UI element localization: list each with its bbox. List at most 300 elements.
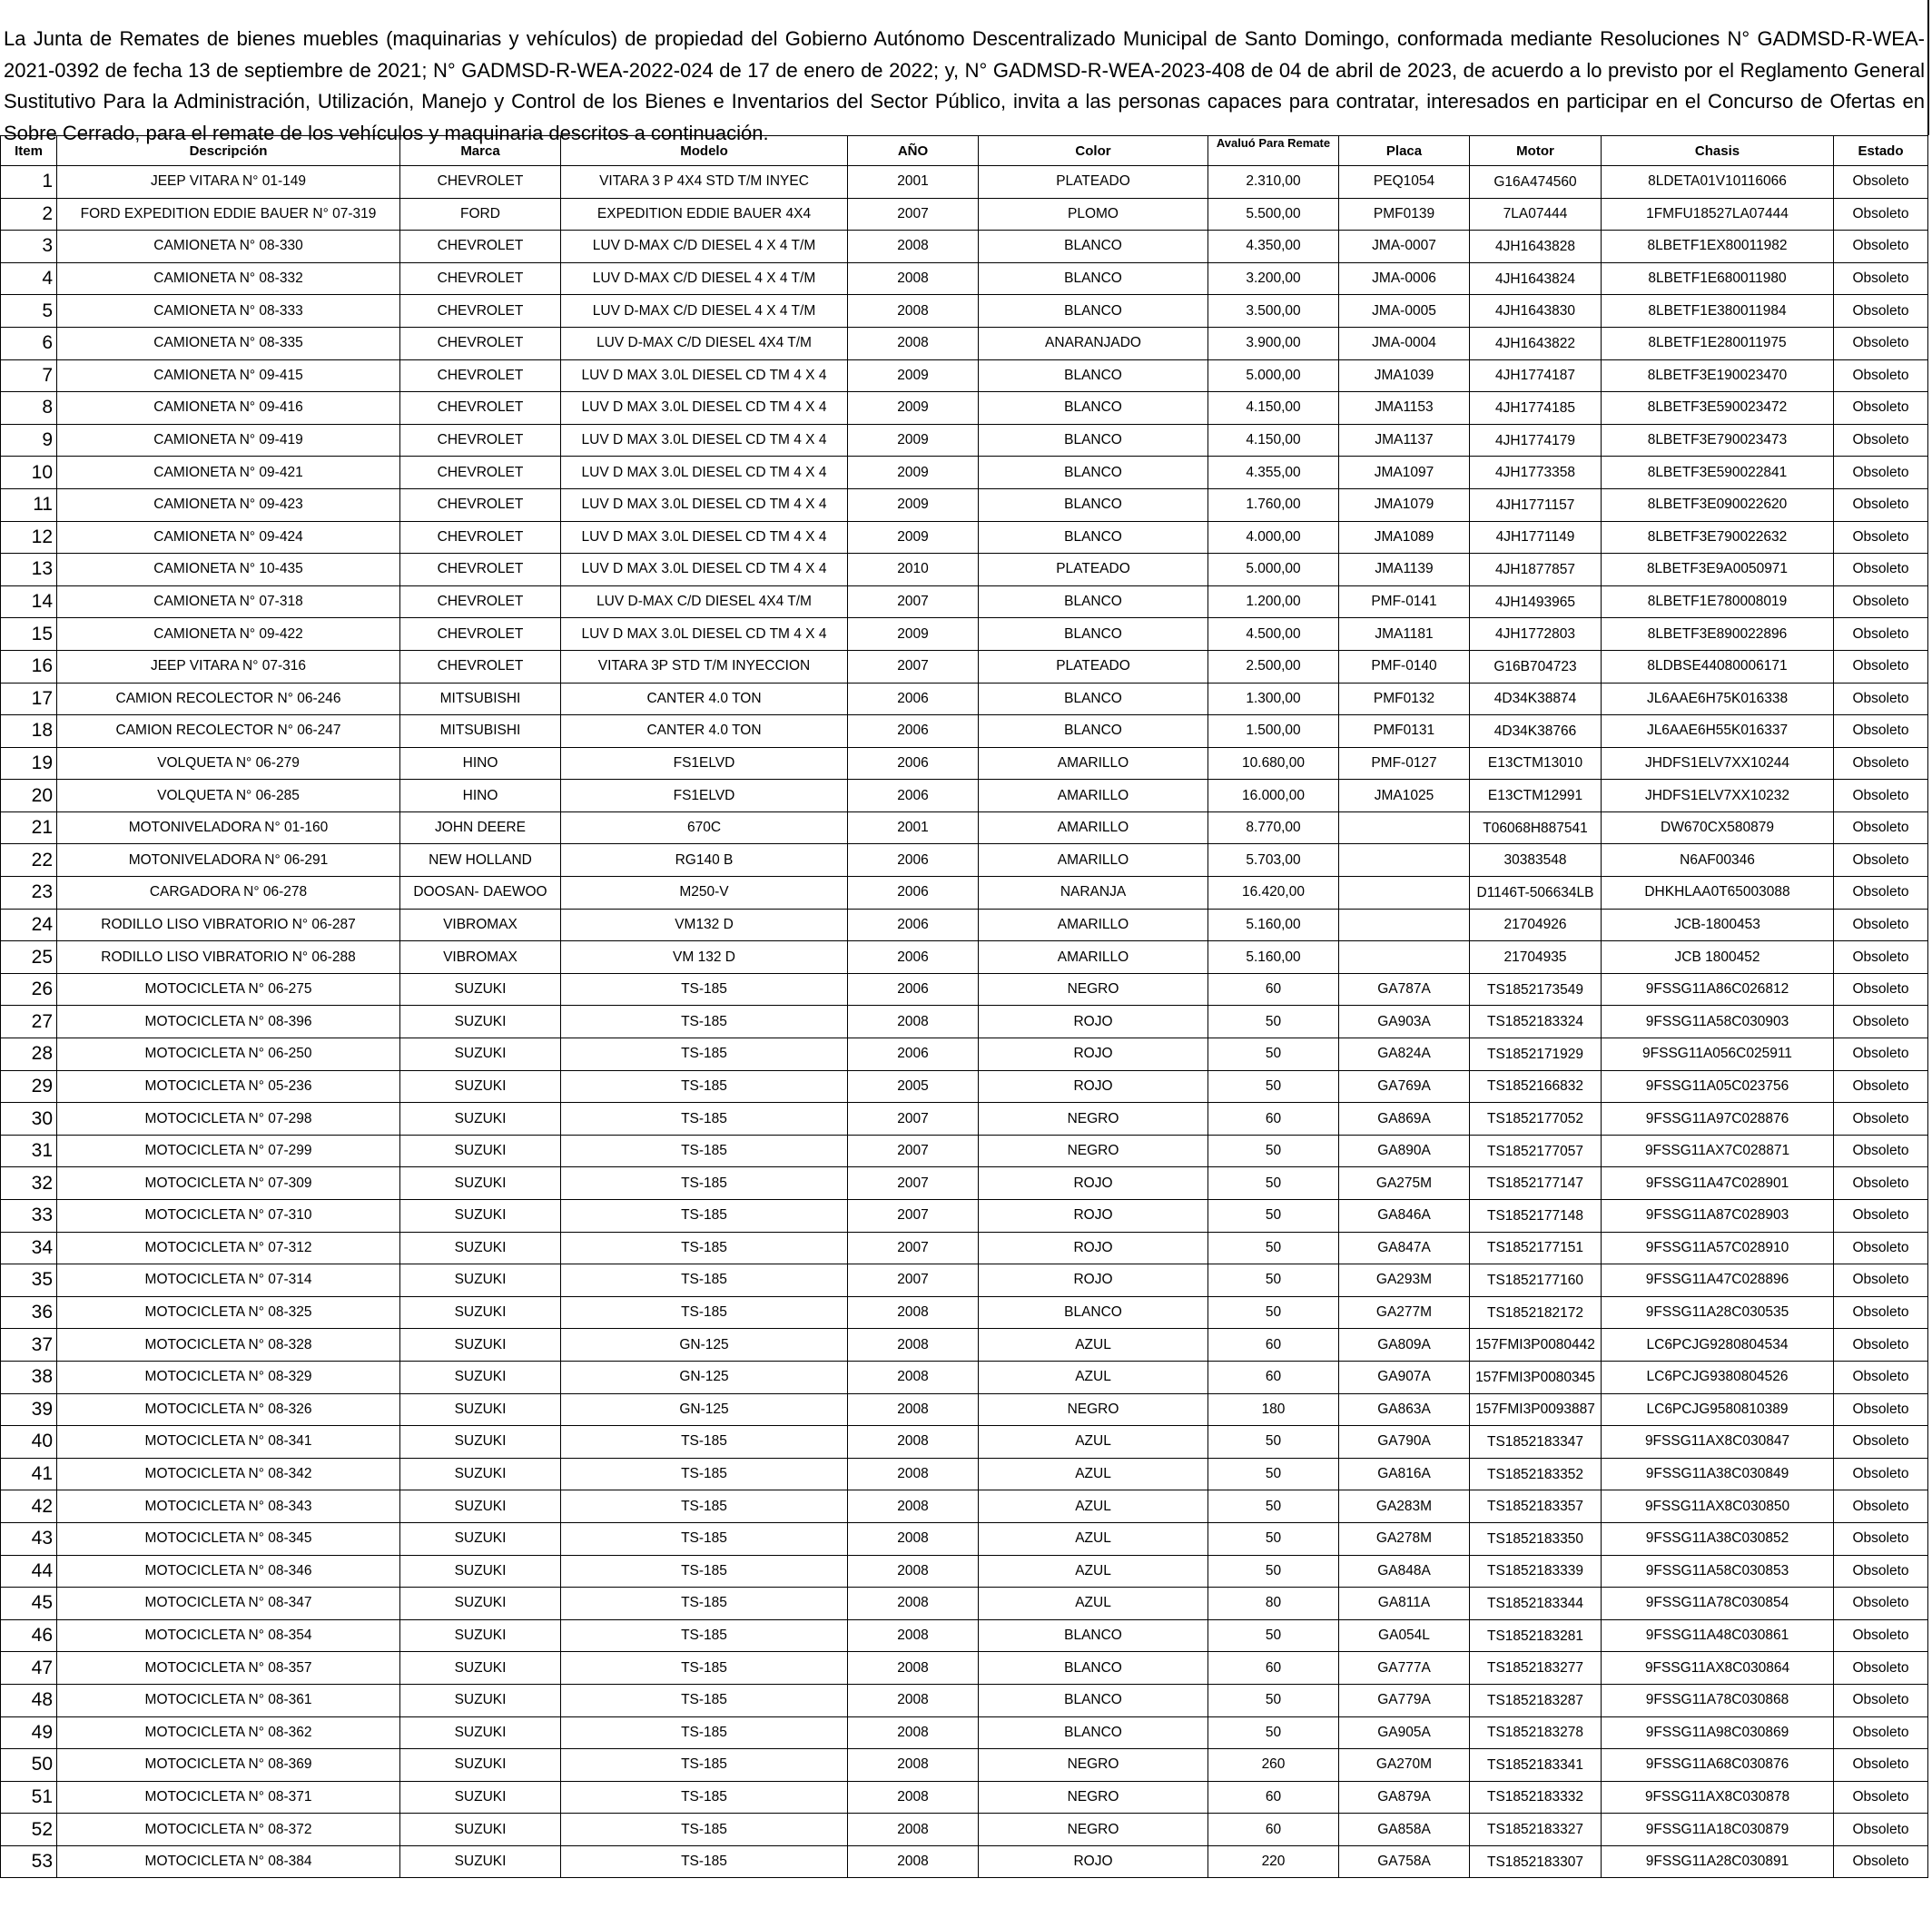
cell-descripcion: MOTOCICLETA N° 06-250 — [57, 1038, 400, 1071]
table-row — [1, 747, 1928, 780]
cell-chasis: LC6PCJG9280804534 — [1602, 1329, 1834, 1362]
cell-descripcion: RODILLO LISO VIBRATORIO N° 06-288 — [57, 941, 400, 974]
cell-placa: GA903A — [1339, 1006, 1470, 1038]
cell-modelo: LUV D-MAX C/D DIESEL 4X4 T/M — [561, 327, 848, 359]
col-header-chasis: Chasis — [1602, 136, 1834, 166]
cell-color: BLANCO — [979, 359, 1208, 392]
cell-modelo: TS-185 — [561, 1458, 848, 1490]
cell-item: 26 — [1, 973, 57, 1006]
cell-marca: SUZUKI — [400, 1232, 561, 1264]
table-row — [1, 1684, 1928, 1716]
cell-estado: Obsoleto — [1834, 1588, 1928, 1620]
cell-color: ROJO — [979, 1200, 1208, 1233]
table-row — [1, 941, 1928, 974]
cell-estado: Obsoleto — [1834, 618, 1928, 651]
col-header-placa: Placa — [1339, 136, 1470, 166]
cell-marca: HINO — [400, 747, 561, 780]
cell-placa: GA816A — [1339, 1458, 1470, 1490]
cell-marca: SUZUKI — [400, 1458, 561, 1490]
cell-placa: JMA1139 — [1339, 554, 1470, 586]
cell-motor: 4JH1643824 — [1470, 262, 1602, 295]
cell-modelo: M250-V — [561, 877, 848, 910]
cell-placa: PMF-0140 — [1339, 650, 1470, 683]
cell-descripcion: MOTOCICLETA N° 08-342 — [57, 1458, 400, 1490]
cell-descripcion: MOTOCICLETA N° 07-310 — [57, 1200, 400, 1233]
cell-motor: TS1852182172 — [1470, 1296, 1602, 1329]
cell-avaluo: 4.350,00 — [1208, 231, 1339, 263]
cell-anio: 2006 — [848, 683, 979, 715]
cell-placa: JMA1039 — [1339, 359, 1470, 392]
cell-descripcion: CAMIONETA N° 08-330 — [57, 231, 400, 263]
col-header-item: Item — [1, 136, 57, 166]
cell-chasis: 8LBETF3E9A0050971 — [1602, 554, 1834, 586]
table-row — [1, 231, 1928, 263]
cell-placa: PMF0131 — [1339, 715, 1470, 748]
cell-chasis: 9FSSG11A68C030876 — [1602, 1749, 1834, 1782]
cell-estado: Obsoleto — [1834, 811, 1928, 844]
cell-descripcion: CAMIONETA N° 09-416 — [57, 392, 400, 425]
cell-item: 9 — [1, 424, 57, 457]
cell-marca: VIBROMAX — [400, 941, 561, 974]
cell-modelo: TS-185 — [561, 1490, 848, 1523]
table-row — [1, 1652, 1928, 1685]
col-header-color: Color — [979, 136, 1208, 166]
cell-chasis: LC6PCJG9380804526 — [1602, 1361, 1834, 1393]
table-row — [1, 554, 1928, 586]
cell-anio: 2009 — [848, 392, 979, 425]
cell-descripcion: RODILLO LISO VIBRATORIO N° 06-287 — [57, 909, 400, 941]
cell-motor: TS1852166832 — [1470, 1070, 1602, 1103]
cell-chasis: 9FSSG11A47C028901 — [1602, 1167, 1834, 1200]
cell-anio: 2006 — [848, 1038, 979, 1071]
cell-estado: Obsoleto — [1834, 231, 1928, 263]
cell-motor: 21704935 — [1470, 941, 1602, 974]
cell-item: 43 — [1, 1522, 57, 1555]
cell-chasis: 1FMFU18527LA07444 — [1602, 198, 1834, 231]
cell-placa: GA809A — [1339, 1329, 1470, 1362]
cell-modelo: TS-185 — [561, 1652, 848, 1685]
cell-estado: Obsoleto — [1834, 1458, 1928, 1490]
cell-placa — [1339, 877, 1470, 910]
cell-item: 45 — [1, 1588, 57, 1620]
cell-anio: 2006 — [848, 973, 979, 1006]
cell-estado: Obsoleto — [1834, 650, 1928, 683]
cell-estado: Obsoleto — [1834, 844, 1928, 877]
cell-anio: 2007 — [848, 1232, 979, 1264]
cell-avaluo: 8.770,00 — [1208, 811, 1339, 844]
cell-chasis: 9FSSG11A98C030869 — [1602, 1716, 1834, 1749]
cell-marca: HINO — [400, 780, 561, 812]
cell-motor: 21704926 — [1470, 909, 1602, 941]
cell-motor: G16B704723 — [1470, 650, 1602, 683]
cell-descripcion: MOTOCICLETA N° 07-314 — [57, 1264, 400, 1297]
cell-estado: Obsoleto — [1834, 1393, 1928, 1426]
cell-descripcion: CAMION RECOLECTOR N° 06-246 — [57, 683, 400, 715]
cell-descripcion: MOTOCICLETA N° 08-345 — [57, 1522, 400, 1555]
cell-marca: SUZUKI — [400, 973, 561, 1006]
cell-modelo: VITARA 3P STD T/M INYECCION — [561, 650, 848, 683]
cell-descripcion: MOTOCICLETA N° 08-354 — [57, 1619, 400, 1652]
cell-modelo: LUV D MAX 3.0L DIESEL CD TM 4 X 4 — [561, 554, 848, 586]
cell-placa: JMA-0005 — [1339, 295, 1470, 328]
cell-color: AZUL — [979, 1490, 1208, 1523]
cell-anio: 2005 — [848, 1070, 979, 1103]
cell-item: 48 — [1, 1684, 57, 1716]
cell-motor: TS1852177147 — [1470, 1167, 1602, 1200]
cell-motor: 4JH1493965 — [1470, 585, 1602, 618]
cell-avaluo: 60 — [1208, 1781, 1339, 1814]
cell-descripcion: MOTOCICLETA N° 08-362 — [57, 1716, 400, 1749]
cell-modelo: GN-125 — [561, 1329, 848, 1362]
cell-item: 44 — [1, 1555, 57, 1588]
cell-item: 25 — [1, 941, 57, 974]
cell-avaluo: 60 — [1208, 973, 1339, 1006]
cell-marca: DOOSAN- DAEWOO — [400, 877, 561, 910]
cell-avaluo: 60 — [1208, 1329, 1339, 1362]
cell-modelo: LUV D MAX 3.0L DIESEL CD TM 4 X 4 — [561, 618, 848, 651]
cell-color: BLANCO — [979, 262, 1208, 295]
cell-color: AZUL — [979, 1588, 1208, 1620]
cell-marca: FORD — [400, 198, 561, 231]
cell-descripcion: MOTOCICLETA N° 08-343 — [57, 1490, 400, 1523]
cell-chasis: 9FSSG11A87C028903 — [1602, 1200, 1834, 1233]
cell-estado: Obsoleto — [1834, 166, 1928, 199]
cell-color: AZUL — [979, 1361, 1208, 1393]
cell-color: ROJO — [979, 1232, 1208, 1264]
cell-motor: 4JH1772803 — [1470, 618, 1602, 651]
cell-estado: Obsoleto — [1834, 1103, 1928, 1136]
cell-modelo: LUV D-MAX C/D DIESEL 4 X 4 T/M — [561, 231, 848, 263]
cell-estado: Obsoleto — [1834, 392, 1928, 425]
cell-item: 35 — [1, 1264, 57, 1297]
cell-item: 13 — [1, 554, 57, 586]
cell-placa: JMA1025 — [1339, 780, 1470, 812]
table-row — [1, 1167, 1928, 1200]
cell-estado: Obsoleto — [1834, 1006, 1928, 1038]
cell-chasis: 9FSSG11AX7C028871 — [1602, 1135, 1834, 1167]
cell-avaluo: 3.900,00 — [1208, 327, 1339, 359]
cell-motor: TS1852183344 — [1470, 1588, 1602, 1620]
cell-placa: GA777A — [1339, 1652, 1470, 1685]
cell-chasis: 9FSSG11AX8C030878 — [1602, 1781, 1834, 1814]
cell-modelo: TS-185 — [561, 1070, 848, 1103]
cell-item: 36 — [1, 1296, 57, 1329]
cell-modelo: LUV D MAX 3.0L DIESEL CD TM 4 X 4 — [561, 392, 848, 425]
cell-avaluo: 5.160,00 — [1208, 941, 1339, 974]
cell-descripcion: MOTOCICLETA N° 08-341 — [57, 1426, 400, 1459]
cell-descripcion: CAMIONETA N° 09-421 — [57, 457, 400, 489]
cell-marca: JOHN DEERE — [400, 811, 561, 844]
cell-estado: Obsoleto — [1834, 1135, 1928, 1167]
cell-modelo: RG140 B — [561, 844, 848, 877]
cell-color: BLANCO — [979, 457, 1208, 489]
cell-chasis: N6AF00346 — [1602, 844, 1834, 877]
cell-placa: PEQ1054 — [1339, 166, 1470, 199]
cell-avaluo: 50 — [1208, 1070, 1339, 1103]
table-row — [1, 909, 1928, 941]
cell-marca: CHEVROLET — [400, 327, 561, 359]
cell-descripcion: VOLQUETA N° 06-285 — [57, 780, 400, 812]
cell-item: 4 — [1, 262, 57, 295]
cell-estado: Obsoleto — [1834, 424, 1928, 457]
cell-avaluo: 60 — [1208, 1103, 1339, 1136]
cell-color: BLANCO — [979, 392, 1208, 425]
cell-anio: 2007 — [848, 1200, 979, 1233]
cell-estado: Obsoleto — [1834, 1619, 1928, 1652]
cell-modelo: TS-185 — [561, 1103, 848, 1136]
cell-placa: GA847A — [1339, 1232, 1470, 1264]
cell-avaluo: 1.300,00 — [1208, 683, 1339, 715]
cell-anio: 2007 — [848, 585, 979, 618]
cell-estado: Obsoleto — [1834, 1684, 1928, 1716]
cell-modelo: TS-185 — [561, 1588, 848, 1620]
cell-item: 23 — [1, 877, 57, 910]
cell-descripcion: CAMION RECOLECTOR N° 06-247 — [57, 715, 400, 748]
cell-estado: Obsoleto — [1834, 521, 1928, 554]
cell-placa: JMA1089 — [1339, 521, 1470, 554]
cell-avaluo: 50 — [1208, 1200, 1339, 1233]
cell-color: AMARILLO — [979, 780, 1208, 812]
cell-motor: TS1852183352 — [1470, 1458, 1602, 1490]
cell-estado: Obsoleto — [1834, 877, 1928, 910]
cell-item: 29 — [1, 1070, 57, 1103]
cell-anio: 2007 — [848, 1264, 979, 1297]
cell-motor: TS1852183327 — [1470, 1814, 1602, 1846]
cell-avaluo: 5.000,00 — [1208, 359, 1339, 392]
table-row — [1, 1588, 1928, 1620]
cell-descripcion: CARGADORA N° 06-278 — [57, 877, 400, 910]
cell-marca: CHEVROLET — [400, 521, 561, 554]
cell-placa: JMA1097 — [1339, 457, 1470, 489]
cell-modelo: LUV D MAX 3.0L DIESEL CD TM 4 X 4 — [561, 488, 848, 521]
cell-chasis: 9FSSG11A48C030861 — [1602, 1619, 1834, 1652]
cell-chasis: JHDFS1ELV7XX10244 — [1602, 747, 1834, 780]
cell-item: 52 — [1, 1814, 57, 1846]
cell-chasis: 8LDBSE44080006171 — [1602, 650, 1834, 683]
cell-placa: GA863A — [1339, 1393, 1470, 1426]
cell-marca: SUZUKI — [400, 1522, 561, 1555]
cell-motor: 4D34K38874 — [1470, 683, 1602, 715]
cell-modelo: TS-185 — [561, 1006, 848, 1038]
cell-motor: G16A474560 — [1470, 166, 1602, 199]
cell-motor: TS1852183332 — [1470, 1781, 1602, 1814]
cell-avaluo: 50 — [1208, 1426, 1339, 1459]
cell-item: 5 — [1, 295, 57, 328]
table-row — [1, 1749, 1928, 1782]
cell-placa: GA790A — [1339, 1426, 1470, 1459]
table-row — [1, 488, 1928, 521]
cell-estado: Obsoleto — [1834, 1426, 1928, 1459]
cell-avaluo: 1.760,00 — [1208, 488, 1339, 521]
cell-chasis: 8LBETF3E790023473 — [1602, 424, 1834, 457]
table-row — [1, 1264, 1928, 1297]
cell-marca: SUZUKI — [400, 1006, 561, 1038]
cell-placa: PMF0139 — [1339, 198, 1470, 231]
cell-anio: 2008 — [848, 1490, 979, 1523]
cell-estado: Obsoleto — [1834, 1329, 1928, 1362]
cell-avaluo: 50 — [1208, 1296, 1339, 1329]
cell-placa — [1339, 811, 1470, 844]
cell-anio: 2008 — [848, 327, 979, 359]
cell-estado: Obsoleto — [1834, 327, 1928, 359]
cell-chasis: JL6AAE6H55K016337 — [1602, 715, 1834, 748]
cell-placa: GA277M — [1339, 1296, 1470, 1329]
table-row — [1, 1135, 1928, 1167]
cell-item: 49 — [1, 1716, 57, 1749]
cell-color: NEGRO — [979, 1135, 1208, 1167]
cell-anio: 2007 — [848, 198, 979, 231]
table-row — [1, 1329, 1928, 1362]
cell-color: BLANCO — [979, 424, 1208, 457]
cell-item: 22 — [1, 844, 57, 877]
cell-descripcion: MOTOCICLETA N° 08-326 — [57, 1393, 400, 1426]
cell-motor: TS1852177148 — [1470, 1200, 1602, 1233]
cell-descripcion: FORD EXPEDITION EDDIE BAUER N° 07-319 — [57, 198, 400, 231]
cell-color: ROJO — [979, 1167, 1208, 1200]
table-row — [1, 424, 1928, 457]
cell-marca: CHEVROLET — [400, 488, 561, 521]
cell-color: NEGRO — [979, 1781, 1208, 1814]
cell-anio: 2007 — [848, 1135, 979, 1167]
cell-chasis: 9FSSG11A38C030849 — [1602, 1458, 1834, 1490]
cell-motor: 4JH1771157 — [1470, 488, 1602, 521]
cell-anio: 2010 — [848, 554, 979, 586]
cell-item: 42 — [1, 1490, 57, 1523]
cell-item: 14 — [1, 585, 57, 618]
cell-anio: 2008 — [848, 1329, 979, 1362]
cell-avaluo: 1.500,00 — [1208, 715, 1339, 748]
cell-estado: Obsoleto — [1834, 1200, 1928, 1233]
cell-color: AZUL — [979, 1555, 1208, 1588]
cell-item: 51 — [1, 1781, 57, 1814]
table-row — [1, 844, 1928, 877]
cell-anio: 2009 — [848, 457, 979, 489]
cell-anio: 2008 — [848, 1781, 979, 1814]
cell-motor: 4JH1877857 — [1470, 554, 1602, 586]
cell-modelo: CANTER 4.0 TON — [561, 683, 848, 715]
cell-marca: SUZUKI — [400, 1103, 561, 1136]
table-row — [1, 198, 1928, 231]
cell-chasis: 9FSSG11A78C030868 — [1602, 1684, 1834, 1716]
cell-motor: E13CTM13010 — [1470, 747, 1602, 780]
table-row — [1, 1619, 1928, 1652]
cell-color: PLATEADO — [979, 554, 1208, 586]
cell-anio: 2009 — [848, 424, 979, 457]
cell-modelo: FS1ELVD — [561, 780, 848, 812]
cell-modelo: TS-185 — [561, 973, 848, 1006]
cell-estado: Obsoleto — [1834, 262, 1928, 295]
cell-motor: 4JH1643822 — [1470, 327, 1602, 359]
table-row — [1, 1038, 1928, 1071]
cell-item: 10 — [1, 457, 57, 489]
cell-placa — [1339, 844, 1470, 877]
cell-chasis: 9FSSG11A38C030852 — [1602, 1522, 1834, 1555]
cell-modelo: TS-185 — [561, 1232, 848, 1264]
cell-motor: 4JH1774179 — [1470, 424, 1602, 457]
cell-estado: Obsoleto — [1834, 747, 1928, 780]
cell-chasis: JCB 1800452 — [1602, 941, 1834, 974]
cell-descripcion: MOTONIVELADORA N° 06-291 — [57, 844, 400, 877]
cell-color: BLANCO — [979, 683, 1208, 715]
cell-color: ROJO — [979, 1845, 1208, 1878]
cell-color: AMARILLO — [979, 941, 1208, 974]
cell-descripcion: MOTOCICLETA N° 08-347 — [57, 1588, 400, 1620]
cell-motor: TS1852183347 — [1470, 1426, 1602, 1459]
col-header-estado: Estado — [1834, 136, 1928, 166]
table-row — [1, 1555, 1928, 1588]
cell-color: AMARILLO — [979, 844, 1208, 877]
cell-chasis: 9FSSG11A78C030854 — [1602, 1588, 1834, 1620]
cell-estado: Obsoleto — [1834, 359, 1928, 392]
cell-color: BLANCO — [979, 1684, 1208, 1716]
table-row — [1, 811, 1928, 844]
cell-color: BLANCO — [979, 1716, 1208, 1749]
cell-item: 24 — [1, 909, 57, 941]
cell-avaluo: 50 — [1208, 1490, 1339, 1523]
cell-placa: PMF-0127 — [1339, 747, 1470, 780]
cell-descripcion: CAMIONETA N° 08-333 — [57, 295, 400, 328]
cell-avaluo: 50 — [1208, 1167, 1339, 1200]
cell-marca: SUZUKI — [400, 1781, 561, 1814]
cell-chasis: JCB-1800453 — [1602, 909, 1834, 941]
cell-item: 16 — [1, 650, 57, 683]
cell-color: BLANCO — [979, 295, 1208, 328]
cell-modelo: LUV D-MAX C/D DIESEL 4 X 4 T/M — [561, 295, 848, 328]
table-row — [1, 1845, 1928, 1878]
cell-item: 31 — [1, 1135, 57, 1167]
cell-marca: SUZUKI — [400, 1555, 561, 1588]
cell-avaluo: 50 — [1208, 1135, 1339, 1167]
cell-motor: 157FMI3P0080442 — [1470, 1329, 1602, 1362]
cell-marca: CHEVROLET — [400, 262, 561, 295]
cell-estado: Obsoleto — [1834, 909, 1928, 941]
cell-motor: TS1852177052 — [1470, 1103, 1602, 1136]
cell-chasis: 8LBETF1EX80011982 — [1602, 231, 1834, 263]
table-row — [1, 1458, 1928, 1490]
cell-chasis: 9FSSG11AX8C030850 — [1602, 1490, 1834, 1523]
cell-chasis: 9FSSG11A056C025911 — [1602, 1038, 1834, 1071]
table-row — [1, 392, 1928, 425]
cell-chasis: JHDFS1ELV7XX10232 — [1602, 780, 1834, 812]
cell-descripcion: CAMIONETA N° 07-318 — [57, 585, 400, 618]
cell-estado: Obsoleto — [1834, 295, 1928, 328]
cell-marca: SUZUKI — [400, 1490, 561, 1523]
cell-descripcion: MOTOCICLETA N° 08-372 — [57, 1814, 400, 1846]
cell-avaluo: 180 — [1208, 1393, 1339, 1426]
cell-modelo: TS-185 — [561, 1522, 848, 1555]
cell-placa: GA275M — [1339, 1167, 1470, 1200]
cell-item: 53 — [1, 1845, 57, 1878]
cell-placa: JMA1181 — [1339, 618, 1470, 651]
cell-motor: 30383548 — [1470, 844, 1602, 877]
cell-item: 39 — [1, 1393, 57, 1426]
cell-modelo: VITARA 3 P 4X4 STD T/M INYEC — [561, 166, 848, 199]
table-row — [1, 1296, 1928, 1329]
cell-estado: Obsoleto — [1834, 1749, 1928, 1782]
cell-anio: 2006 — [848, 941, 979, 974]
cell-item: 18 — [1, 715, 57, 748]
cell-avaluo: 2.500,00 — [1208, 650, 1339, 683]
cell-item: 3 — [1, 231, 57, 263]
cell-motor: TS1852183277 — [1470, 1652, 1602, 1685]
cell-color: AZUL — [979, 1458, 1208, 1490]
cell-color: AZUL — [979, 1426, 1208, 1459]
cell-modelo: TS-185 — [561, 1135, 848, 1167]
cell-item: 17 — [1, 683, 57, 715]
cell-marca: NEW HOLLAND — [400, 844, 561, 877]
cell-anio: 2009 — [848, 618, 979, 651]
cell-marca: CHEVROLET — [400, 424, 561, 457]
